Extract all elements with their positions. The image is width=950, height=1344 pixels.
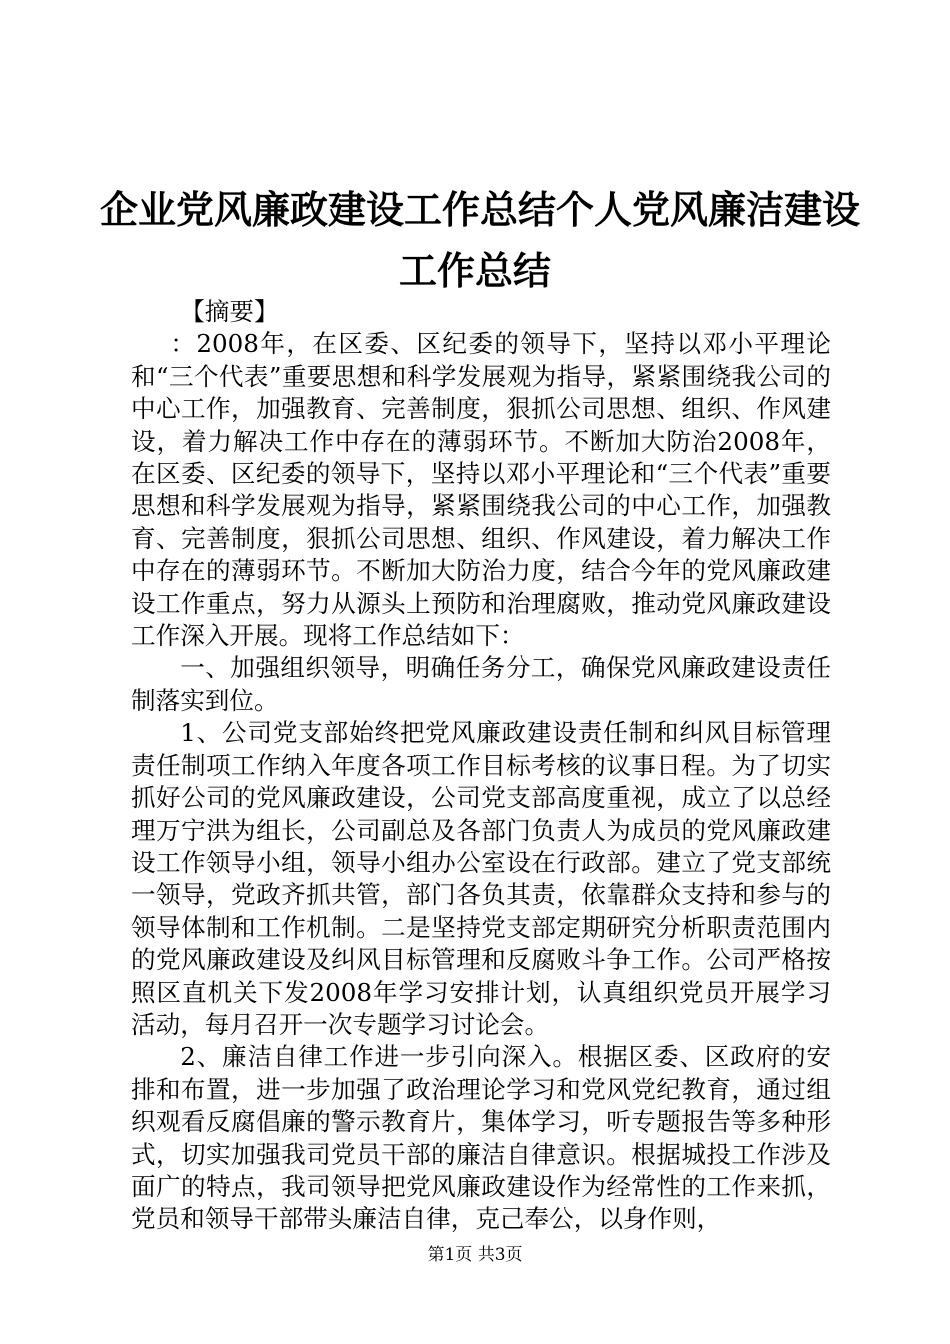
section-heading-1: 一、加强组织领导，明确任务分工，确保党风廉政建设责任制落实到位。 [131, 653, 831, 715]
document-title-line-1: 企业党风廉政建设工作总结个人党风廉洁建设 [100, 188, 861, 232]
page-footer: 第1页 共3页 [427, 1245, 523, 1265]
document-title-line-2: 工作总结 [398, 249, 551, 293]
document-body [131, 296, 831, 1236]
body-paragraph-2: 2、廉洁自律工作进一步引向深入。根据区委、区政府的安排和布置，进一步加强了政治理论学习和党风党纪教育，通过组织观看反腐倡廉的警示教育片，集体学习，听专题报告等多种形式，切实加强我司党员干部的廉洁自律意识。根据城投工作涉及面广的特点，我司领导把党风廉政建设作为经常性的工作来抓，党员和领导干部带头廉洁自律，克己奉公，以身作则， [131, 1042, 831, 1234]
abstract-label: 【摘要】 [180, 297, 279, 326]
abstract-paragraph: ：2008年，在区委、区纪委的领导下，坚持以邓小平理论和“三个代表”重要思想和科学发展观为指导，紧紧围绕我公司的中心工作，加强教育、完善制度，狠抓公司思想、组织、作风建设，着力解决工作中存在的薄弱环节。不断加大防治2008年，在区委、区纪委的领导下，坚持以邓小平理论和“三个代表”重要思想和科学发展观为指导，紧紧围绕我公司的中心工作，加强教育、完善制度，狠抓公司思想、组织、作风建设，着力解决工作中存在的薄弱环节。不断加大防治力度，结合今年的党风廉政建设工作重点，努力从源头上预防和治理腐败，推动党风廉政建设工作深入开展。现将工作总结如下： [131, 329, 831, 651]
body-paragraph-1: 1、公司党支部始终把党风廉政建设责任制和纠风目标管理责任制项工作纳入年度各项工作目标考核的议事日程。为了切实抓好公司的党风廉政建设，公司党支部高度重视，成立了以总经理万宁洪为组长，公司副总及各部门负责人为成员的党风廉政建设工作领导小组，领导小组办公室设在行政部。建立了党支部统一领导，党政齐抓共管，部门各负其责，依靠群众支持和参与的领导体制和工作机制。二是坚持党支部定期研究分析职责范围内的党风廉政建设及纠风目标管理和反腐败斗争工作。公司严格按照区直机关下发2008年学习安排计划，认真组织党员开展学习活动，每月召开一次专题学习讨论会。 [131, 718, 831, 1039]
